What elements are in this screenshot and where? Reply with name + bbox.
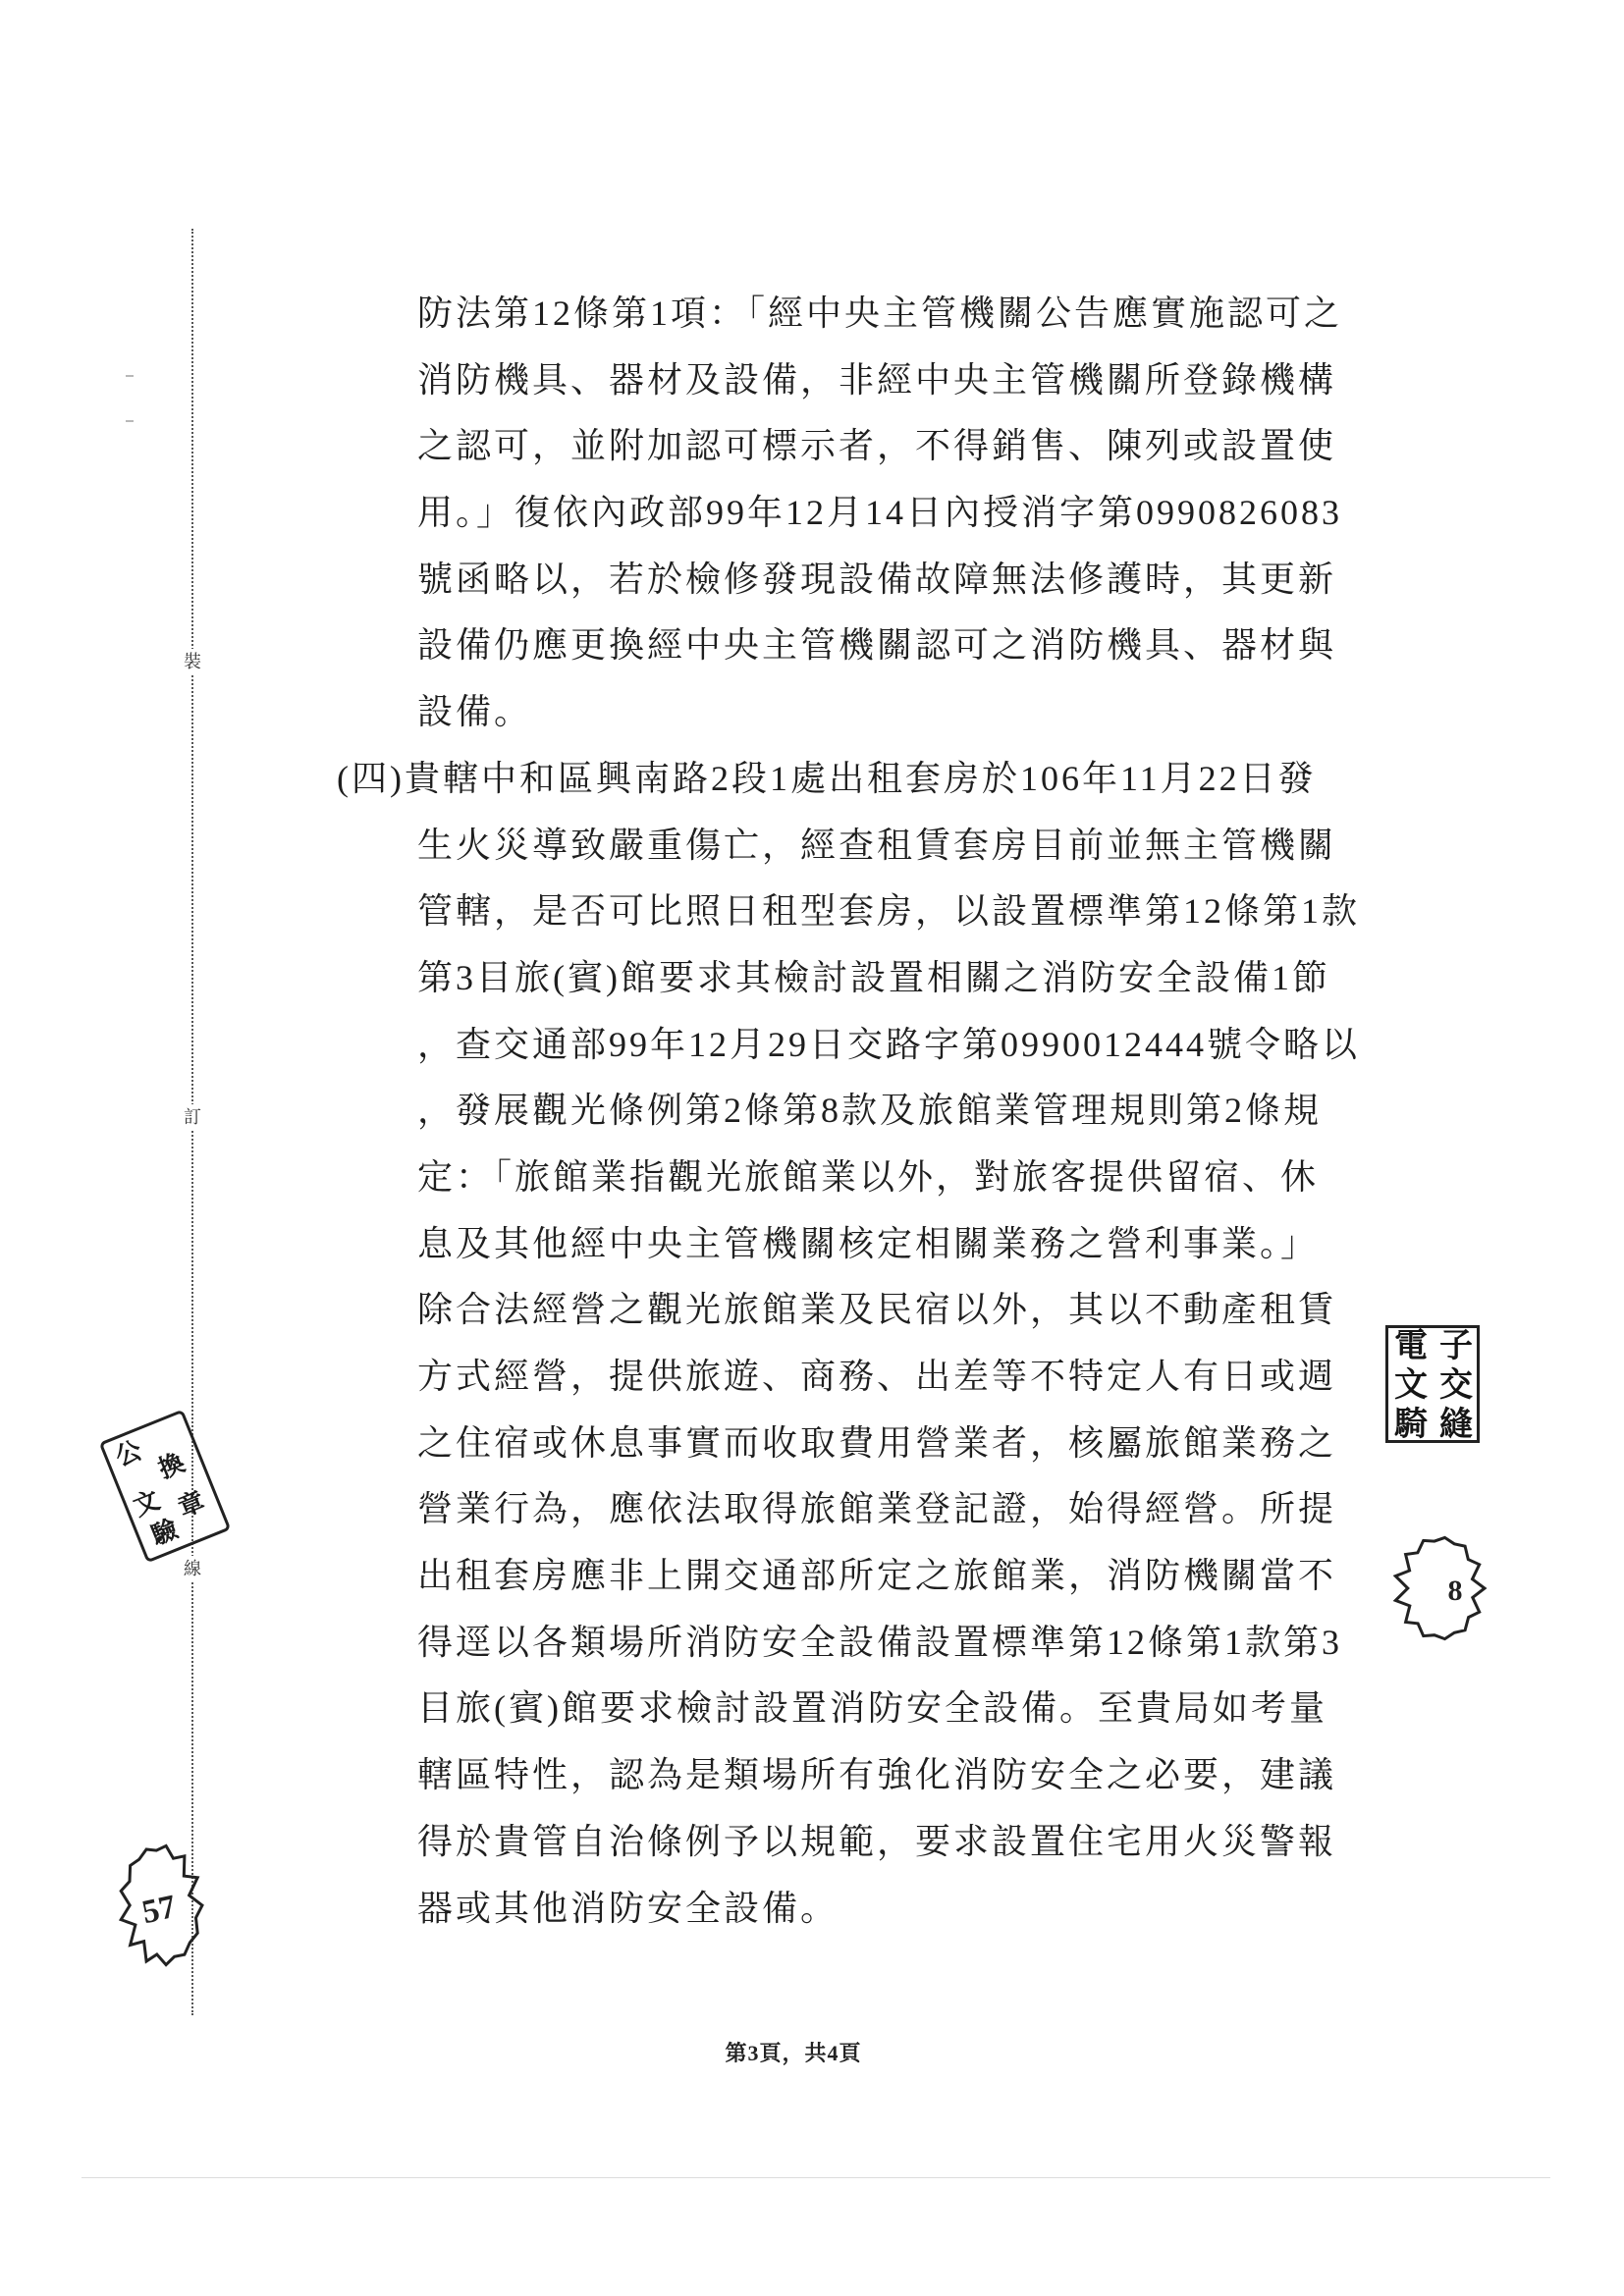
document-body xyxy=(337,281,1517,1942)
body-line: 之認可，並附加認可標示者，不得銷售、陳列或設置使 xyxy=(417,426,1337,466)
document-exchange-stamp xyxy=(99,1410,232,1564)
body-line: 除合法經營之觀光旅館業及民宿以外，其以不動產租賃 xyxy=(417,1290,1337,1330)
page-seal-right xyxy=(1390,1533,1463,1643)
seal-graphic xyxy=(1390,1533,1489,1643)
scan-speck xyxy=(126,420,134,422)
seal-number: 57 xyxy=(138,1888,180,1932)
body-line: 得逕以各類場所消防安全設備設置標準第12條第1款第3 xyxy=(417,1622,1343,1662)
body-line: 管轄，是否可比照日租型套房，以設置標準第12條第1款 xyxy=(417,891,1361,932)
binding-label-xian: 線 xyxy=(182,1556,203,1581)
body-line: 目旅(賓)館要求檢討設置消防安全設備。至貴局如考量 xyxy=(417,1688,1327,1729)
body-line: 定：「旅館業指觀光旅館業以外，對旅客提供留宿、休 xyxy=(417,1156,1320,1197)
body-line: 器或其他消防安全設備。 xyxy=(417,1888,839,1928)
binding-label-ding: 訂 xyxy=(182,1104,203,1130)
stamp-char: 換 xyxy=(154,1448,189,1484)
scan-speck xyxy=(126,375,134,377)
body-line: 設備。 xyxy=(417,692,533,732)
body-line: 防法第12條第1項：「經中央主管機關公告應實施認可之 xyxy=(417,294,1343,333)
stamp-char: 縫 xyxy=(1439,1407,1473,1443)
body-line: 之住宿或休息事實而收取費用營業者，核屬旅館業務之 xyxy=(417,1422,1337,1463)
bottom-rule xyxy=(81,2177,1550,2178)
stamp-char: 子 xyxy=(1439,1328,1473,1364)
page-number: 第3頁，共4頁 xyxy=(725,2041,862,2065)
stamp-char: 電 xyxy=(1394,1328,1428,1364)
seal-number: 8 xyxy=(1447,1575,1463,1607)
body-line: 得於貴管自治條例予以規範，要求設置住宅用火災警報 xyxy=(417,1821,1337,1861)
stamp-char: 交 xyxy=(1439,1367,1473,1404)
seal-graphic xyxy=(116,1842,206,1969)
stamp-char: 公 xyxy=(111,1435,146,1472)
body-line: 營業行為，應依法取得旅館業登記證，始得經營。所提 xyxy=(417,1489,1337,1529)
page-seal-left xyxy=(116,1842,206,1969)
body-line: 生火災導致嚴重傷亡，經查租賃套房目前並無主管機關 xyxy=(417,825,1337,865)
body-line: ，發展觀光條例第2條第8款及旅館業管理規則第2條規 xyxy=(417,1091,1323,1131)
body-line: ，查交通部99年12月29日交路字第0990012444號令略以 xyxy=(417,1024,1361,1064)
body-line: 息及其他經中央主管機關核定相關業務之營利事業。」 xyxy=(417,1223,1320,1263)
body-line: 第3目旅(賓)館要求其檢討設置相關之消防安全設備1節 xyxy=(417,957,1330,997)
stamp-char: 驗 xyxy=(147,1514,183,1551)
stamp-char: 文 xyxy=(129,1485,164,1522)
body-line: 設備仍應更換經中央主管機關認可之消防機具、器材與 xyxy=(417,625,1337,666)
electronic-document-seam-stamp xyxy=(1385,1325,1480,1443)
stamp-char: 文 xyxy=(1394,1367,1428,1404)
body-line: 方式經營，提供旅遊、商務、出差等不特定人有日或週 xyxy=(417,1357,1337,1396)
seal-outline xyxy=(1395,1537,1485,1638)
seam-stamp-container xyxy=(1385,1325,1473,1449)
body-line: 轄區特性，認為是類場所有強化消防安全之必要，建議 xyxy=(417,1755,1337,1795)
body-line-item-heading: (四)貴轄中和區興南路2段1處出租套房於106年11月22日發 xyxy=(337,758,1317,798)
stamp-char: 騎 xyxy=(1394,1407,1428,1443)
stamp-char: 章 xyxy=(174,1486,209,1523)
binding-label-zhuang: 裝 xyxy=(182,649,203,674)
body-line: 出租套房應非上開交通部所定之旅館業，消防機關當不 xyxy=(417,1556,1337,1596)
body-line: 消防機具、器材及設備，非經中央主管機關所登錄機構 xyxy=(417,359,1337,400)
body-line: 號函略以，若於檢修發現設備故障無法修護時，其更新 xyxy=(417,559,1337,599)
body-line: 用。」復依內政部99年12月14日內授消字第0990826083 xyxy=(417,493,1343,533)
